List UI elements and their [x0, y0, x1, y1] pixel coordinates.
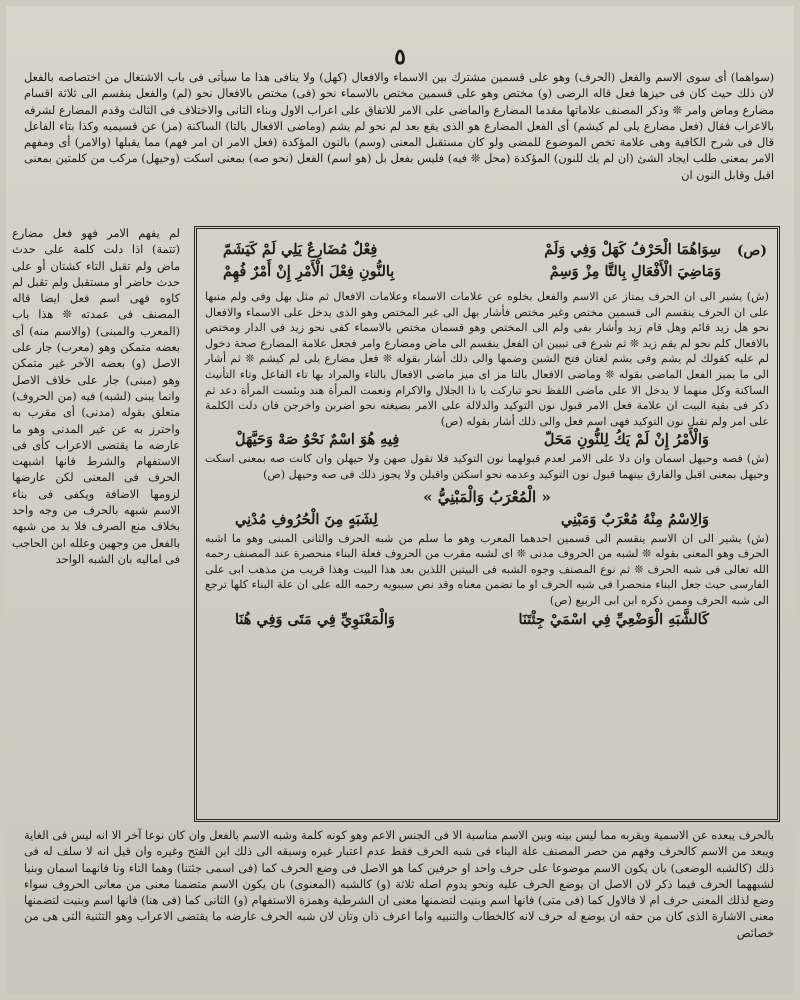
bottom-commentary: بالحرف يبعده عن الاسمية ويقربه مما ليس بينه وبين الاسم مناسبة الا فى الجنس الاعم وهو كونه كلمة وشبه الاسم بالفعل وان كان نوعا آخر الا انه ليس فى الغاية ويبعد من الاسم كالحرف وفهم من حصر المصنف علة البناء فى شبه الحرف فقط عدم اعتبار غيره وسبقه الى ذلك ابن الفتح وغيره وان قيل انه لا سلف له فى ذلك (كالشبه الوضعى) بان يكون الاسم موضوعا على حرف واحد او حرفين كما هو الاصل فى وضع الحرف كما (فى اسمى جئتنا) وهما التاء ونا فانهما اسمان وبنيا لشبههما الحرف فيما ذكر لان الاصل ان يوضع الحرف عليه ونحو يدوم اصله ثلاثة (و) كالشبه (المعنوى) بان يكون الاسم متضمنا معنى من معانى الحروف سواء وضع لذلك المعنى حرف ام لا فالاول كما (فى متى) فانها اسم وبنيت لتضمنها معنى ان الشرطية وهمزة الاستفهام (و) الثانى كما (فى هنا) فانها اسم وبنيت لتضمنها معنى الاشارة الذى كان من حقه ان يوضع له حرف لانه كالخطاب والتنبيه واما اعرف ذان وتان لان شبه الحرف عارضه ما يقتضى الاعراب وهو التثنية التى هى من خصائص: [24, 829, 774, 940]
commentary-paragraph: (ش) يشير الى ان الاسم ينقسم الى قسمين احدهما المعرب وهو ما سلم من شبه الحرف والثانى المبنى وهو ما اشبه الحرف وهو المعنى بقوله ❊ لشبه من الحروف مدنى ❊ اى لشبه مقرب من الحروف فعلة البناء منحصرة عند المصنف رحمه الله تعالى فى شبه الحرف ❊ ثم نوع المصنف وجوه الشبه فى البيتين اللذين بعد هذا البيت وهذا قريب من مذهب ابى على الفارسى حيث جعل البناء منحصرا فى شبه الحرف او ما تضمن معناه وقد نص سيبويه رحمه الله على ان علة البناء كلها ترجع الى شبه الحرف وممن ذكره ابن ابى الربيع (ص): [205, 531, 769, 607]
book-page: [6, 6, 794, 994]
main-text-frame: [194, 226, 780, 822]
page-number: ٥: [394, 44, 406, 70]
hemistich: وَمَاضِيَ الْأَفْعَالِ بِالتَّا مِزْ وَسِمْ: [549, 263, 721, 280]
verse-line: [205, 429, 769, 451]
top-commentary: (سواهما) أى سوى الاسم والفعل (الحرف) وهو على قسمين مشترك بين الاسماء والافعال (كهل) ولا ينافى هذا ما سيأتى فى باب الاشتغال من اختصاصه بالفعل لان ذلك حيث كان فى حيزها فعل قاله الرضى (و) مختص وهو على قسمين مختص بالاسماء نحو (فى) مختص بالافعال نحو (لم) والفعل ينقسم الى ثلاثة اقسام مضارع وماض وامر ❊ وذكر المصنف علاماتها مقدما المضارع والماضى على الامر للاتفاق على اعراب الاول وبناء الثانى والاختلاف فى الثالث وقدم المضارع لشرفه بالاعراب فقال (فعل مضارع يلى لم كيشم) أى الفعل المضارع هو الذى يقع بعد لم نحو لم يشم (وماضى الافعال بالتا) الساكنة (مز) عن قسيميه وكذا بتاء الفاعل قال فى شرح الكافية وهى علامة تخص الموضوع للمضى ولو كان مستقبل المعنى (وسم) بالنون المؤكدة (فعل الامر ان امر فهم) مما يقبلها (والامر) أى ومفهم الامر بمعنى طلب ايجاد الشئ (ان لم يك للنون) المؤكدة (محل ❊ فيه) فليس بفعل بل (هو اسم) الفعل (نحو صه) بمعنى اسكت (وحيهل) مركب من كلمتين بمعنى اقبل وقابل النون ان: [24, 71, 774, 182]
hemistich: وَالْمَعْنَوِيِّ فِي مَتَى وَفِي هُنَا: [235, 610, 395, 628]
hemistich: فِعْلٌ مُضَارِعٌ يَلِي لَمْ كَيَشَمّ: [223, 241, 378, 258]
verse-line: [205, 609, 769, 631]
commentary-paragraph: (ش) فصه وحيهل اسمان وان دلا على الامر لعدم قبولهما نون التوكيد فلا تقول صهن ولا حيهلن وان كانت صه بمعنى اسكت وحيهل بمعنى اقبل والفارق بينهما قبول نون التوكيد وعدمه نحو اسكتن واقبلن ولا يجوز ذلك فى صه وحيهل (ص): [205, 452, 769, 481]
hemistich: كَالشَّبَهِ الْوَضْعِيِّ فِي اسْمَيْ جِئْتَنَا: [518, 610, 709, 628]
hemistich: فِيهِ هُوَ اسْمٌ نَحْوُ صَهْ وَحَيَّهَلْ: [235, 431, 400, 449]
verse-line: [205, 509, 769, 531]
hemistich: وَالِاسْمُ مِنْهُ مُعْرَبٌ وَمَبْنِي: [560, 510, 709, 528]
verse-line: [205, 261, 769, 283]
margin-note: لم يفهم الامر فهو فعل مضارع (تتمة) اذا دلت كلمة على حدث ماض ولم تقبل التاء كشتان أو على حدث حاضر أو مستقبل ولم تقبل لم كاوه فهى اسم فعل ايضا قاله المصنف فى عمدته ❊ هذا باب (المعرب والمبنى) (والاسم منه) أى بعضه متمكن وهو (معرب) جار على الاصل (و) بعضه الآخر غير متمكن وهو (مبنى) جار على خلاف الاصل وانما يبنى (لشبه) فيه (من الحروف) متعلق بقوله (مدنى) أى مقرب به واحترز به عن غير المدنى وهو ما عارضه ما يقتضى الاعراب كأى فى الاستفهام والشرط فانها اشبهت الحرف فى المعنى لكن عارضها لزومها الاضافة ويكفى فى بناء الاسم شبهه بالحرف من وجه واحد بخلاف منع الصرف فلا بد من شبهه بالفعل من وجهين وعلله ابن الحاجب فى اماليه بان الشبه الواحد: [12, 227, 180, 566]
hemistich: لِشَبَهٍ مِنَ الْحُرُوفِ مُدْنِي: [235, 510, 378, 528]
hemistich: سِوَاهُمَا الْحَرْفُ كَهَلْ وَفِي وَلَمْ: [544, 241, 721, 258]
hemistich: وَالْأَمْرُ إِنْ لَمْ يَكُ لِلنُّونِ مَحَلّ: [543, 431, 709, 449]
verse-line: [205, 239, 769, 261]
hemistich: بِالنُّونِ فِعْلَ الْأَمْرِ إِنْ أَمْرٌ فُهِمْ: [223, 263, 395, 280]
commentary-paragraph: (ش) يشير الى ان الحرف يمتاز عن الاسم والفعل بخلوه عن علامات الاسماء وعلامات الافعال ثم مثل بهل وفى ولم منبها على ان الحرف ينقسم الى قسمين مختص وغير مختص فأشار بهل الى غير المختص وهو الذى يدخل على الاسماء والافعال نحو هل زيد قائم وهل قام زيد وأشار بفى ولم الى المختص وهو قسمان مختص بالاسماء كفى نحو زيد فى الدار ومختص بالافعال كلم نحو لم يقم زيد ❊ ثم شرع فى تبيين ان الفعل ينقسم الى ماض ومضارع وامر فجعل علامة المضارع صحة دخول لم عليه كقولك لم يشم وفى يشم لغتان فتح الشين وضمها والى ذلك أشار بقوله ❊ فعل مضارع يلى لم كيشم ❊ ثم أشار الى ما يميز الفعل الماضى بقوله ❊ وماضى الافعال بالتا مز اى ميز ماضى الافعال بالتاء والمراد بها تاء الفاعل وتاء التأنيث الساكنة وكل منهما لا يدخل الا على ماضى اللفظ نحو تباركت يا ذا الجلال والاكرام ونعمت المرأة هند وبئست المرأة دعد ثم ذكر فى بقية البيت ان علامة فعل الامر قبول نون التوكيد والدلالة على الامر بصيغته نحو اضربن واخرجن فان دلت الكلمة على امر ولم تقبل نون التوكيد فهى اسم فعل والى ذلك أشار بقوله (ص): [205, 290, 769, 428]
verse-tag: (ص): [736, 243, 767, 259]
section-heading: « الْمُعْرَبُ وَالْمَبْنِيُّ »: [423, 487, 551, 506]
verse-block-1: [205, 239, 769, 285]
